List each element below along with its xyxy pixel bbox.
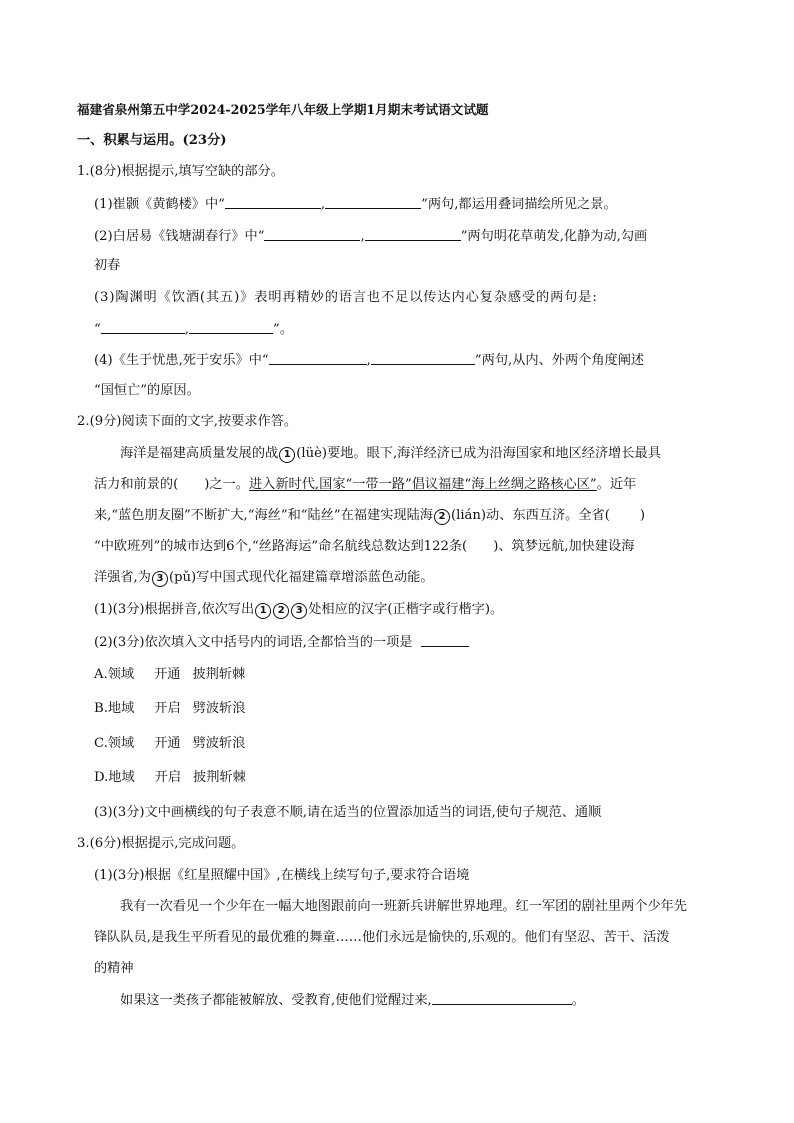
q2-sub1: (1)(3分)根据拼音,依次写出 1 2 3 处相应的汉字(正楷字或行楷字)。 — [94, 602, 504, 617]
q1-sub1: (1)崔颢《黄鹤楼》中“ , ”两句,都运用叠词描绘所见之景。 — [94, 197, 617, 212]
q2-stem: 2.(9分)阅读下面的文字,按要求作答。 — [77, 414, 298, 429]
q2-passage-line5: 洋强省,为 3 (pǔ)写中国式现代化福建篇章增添蓝色动能。 — [94, 570, 434, 585]
q2-sub3: (3)(3分)文中画横线的句子表意不顺,请在适当的位置添加适当的词语,使句子规范、通顺 — [94, 805, 602, 820]
answer-blank[interactable] — [269, 352, 367, 365]
answer-blank[interactable] — [325, 196, 421, 209]
q3-passage-line4: 如果这一类孩子都能被解放、受教育,使他们觉醒过来, 。 — [120, 993, 585, 1008]
q1-sub3-cont: “ , ”。 — [94, 322, 293, 337]
circled-number-1: 1 — [279, 447, 295, 463]
exam-title: 福建省泉州第五中学2024-2025学年八年级上学期1月期末考试语文试题 — [77, 102, 489, 117]
q2-passage-line4: “中欧班列”的城市达到6个,“丝路海运”命名航线总数达到122条( )、筑梦远航,加快建设海 — [94, 539, 635, 554]
q2-passage-line2: 活力和前景的( )之一。进入新时代,国家“一带一路”倡议福建“海上丝绸之路核心区”。近年 — [94, 477, 637, 492]
q2-option-b[interactable]: B.地域 开启 劈波斩浪 — [94, 701, 246, 716]
q3-passage-line1: 我有一次看见一个少年在一幅大地图跟前向一班新兵讲解世界地理。红一军团的剧社里两个少年先 — [120, 899, 688, 914]
q2-option-a[interactable]: A.领域 开通 披荆斩棘 — [94, 667, 246, 682]
q1-sub4: (4)《生于忧患,死于安乐》中“ , ”两句,从内、外两个角度阐述 — [94, 353, 645, 368]
answer-blank[interactable] — [432, 992, 572, 1005]
q2-option-c[interactable]: C.领域 开通 劈波斩浪 — [94, 736, 246, 751]
q1-sub2: (2)白居易《钱塘湖春行》中“ , ”两句明花草萌发,化静为动,勾画 — [94, 229, 648, 244]
answer-blank[interactable] — [421, 634, 469, 647]
q2-passage-line1: 海洋是福建高质量发展的战 1 (lüè)要地。眼下,海洋经济已成为沿海国家和地区经济增长最具 — [120, 446, 661, 461]
answer-blank[interactable] — [225, 196, 321, 209]
q2-sub2: (2)(3分)依次填入文中括号内的词语,全都恰当的一项是 — [94, 634, 469, 651]
circled-number-2: 2 — [434, 509, 450, 525]
q3-stem: 3.(6分)根据提示,完成问题。 — [77, 836, 245, 851]
q1-sub4-cont: “国恒亡”的原因。 — [94, 383, 200, 398]
q3-passage-line2: 锋队队员,是我生平所看见的最优雅的舞童……他们永远是愉快的,乐观的。他们有坚忍、苦干、活泼 — [94, 930, 670, 945]
circled-number-3: 3 — [291, 603, 307, 619]
answer-blank[interactable] — [365, 228, 461, 241]
q1-stem: 1.(8分)根据提示,填写空缺的部分。 — [77, 164, 284, 179]
circled-number-2: 2 — [273, 603, 289, 619]
answer-blank[interactable] — [264, 228, 360, 241]
q2-option-d[interactable]: D.地域 开启 披荆斩棘 — [94, 770, 246, 785]
section-heading: 一、积累与运用。(23分) — [77, 133, 227, 148]
underlined-sentence: 进入新时代,国家“一带一路”倡议福建“海上丝绸之路核心区” — [249, 477, 597, 492]
q1-sub3: (3)陶渊明《饮酒(其五)》表明再精妙的语言也不足以传达内心复杂感受的两句是: — [94, 290, 598, 305]
q3-sub1: (1)(3分)根据《红星照耀中国》,在横线上续写句子,要求符合语境 — [94, 868, 470, 883]
answer-blank[interactable] — [371, 352, 475, 365]
answer-blank[interactable] — [189, 321, 273, 334]
circled-number-1: 1 — [255, 603, 271, 619]
q1-sub2-cont: 初春 — [94, 258, 121, 273]
circled-number-3: 3 — [152, 571, 168, 587]
q2-passage-line3: 来,“蓝色朋友圈”不断扩大,“海丝”和“陆丝”在福建实现陆海 2 (lián)动、东西互济。全省( ) — [94, 508, 646, 523]
q3-passage-line3: 的精神 — [94, 961, 134, 976]
answer-blank[interactable] — [101, 321, 185, 334]
